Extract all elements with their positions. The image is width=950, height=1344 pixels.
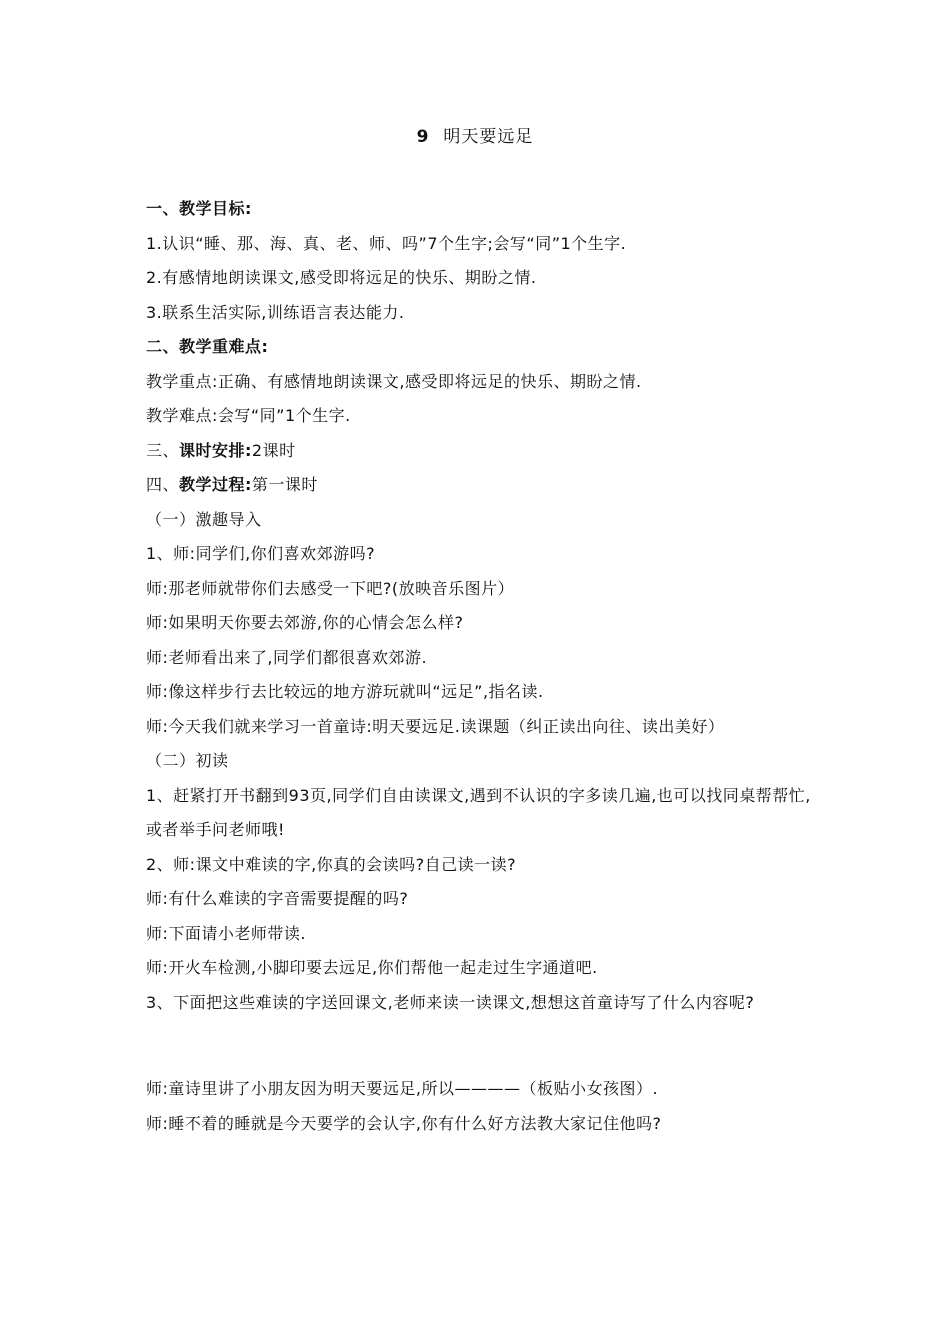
goal-3: 3.联系生活实际,训练语言表达能力. (146, 302, 405, 322)
process-prefix: 四、 (146, 475, 180, 494)
goal-2: 2.有感情地朗读课文,感受即将远足的快乐、期盼之情. (146, 268, 537, 287)
schedule-prefix: 三、 (146, 440, 180, 460)
process-label: 教学过程: (179, 475, 252, 494)
part2-line-6: 3、下面把这些难读的字送回课文,老师来读一读课文,想想这首童诗写了什么内容呢? (146, 992, 755, 1012)
part2-line-2: 2、师:课文中难读的字,你真的会读吗?自己读一读? (146, 854, 517, 874)
lesson-title-text: 明天要远足 (443, 127, 534, 147)
lesson-number: 9 (416, 127, 430, 147)
part2-heading: （二）初读 (146, 751, 229, 770)
part3-line-1: 师:童诗里讲了小朋友因为明天要远足,所以————（板贴小女孩图）. (146, 1079, 659, 1098)
part2-line-3: 师:有什么难读的字音需要提醒的吗? (146, 889, 409, 908)
part2-line-1: 1、赶紧打开书翻到93页,同学们自由读课文,遇到不认识的字多读几遍,也可以找同桌帮帮忙,或者举手问老师哦! (146, 785, 811, 839)
part1-line-1: 1、师:同学们,你们喜欢郊游吗? (146, 544, 376, 563)
part3-line-2: 师:睡不着的睡就是今天要学的会认字,你有什么好方法教大家记住他吗? (146, 1113, 662, 1133)
goals-heading: 一、教学目标: (146, 199, 252, 218)
part2-line-5: 师:开火车检测,小脚印要去远足,你们帮他一起走过生字通道吧. (146, 958, 598, 977)
keypoints-heading: 二、教学重难点: (146, 337, 269, 356)
process-line (146, 468, 816, 503)
document-body (146, 192, 816, 1141)
part1-line-6: 师:今天我们就来学习一首童诗:明天要远足.读课题（纠正读出向往、读出美好） (146, 716, 725, 736)
goal-1: 1.认识“睡、那、海、真、老、师、吗”7个生字;会写“同”1个生字. (146, 233, 627, 253)
schedule-label: 课时安排: (179, 440, 252, 460)
process-value: 第一课时 (251, 475, 318, 494)
part1-line-4: 师:老师看出来了,同学们都很喜欢郊游. (146, 647, 428, 667)
blank-space (146, 1020, 816, 1072)
part1-line-5: 师:像这样步行去比较远的地方游玩就叫“远足”,指名读. (146, 682, 544, 701)
part1-line-2: 师:那老师就带你们去感受一下吧?(放映音乐图片） (146, 578, 515, 598)
lesson-title (0, 122, 950, 147)
part2-line-4: 师:下面请小老师带读. (146, 923, 306, 943)
part1-line-3: 师:如果明天你要去郊游,你的心情会怎么样? (146, 613, 464, 632)
keypoint-text: 教学重点:正确、有感情地朗读课文,感受即将远足的快乐、期盼之情. (146, 371, 642, 391)
schedule-value: 2课时 (251, 440, 296, 460)
difficulty-text: 教学难点:会写“同”1个生字. (146, 406, 351, 425)
part1-heading: （一）激趣导入 (146, 509, 262, 529)
schedule-line (146, 434, 816, 469)
